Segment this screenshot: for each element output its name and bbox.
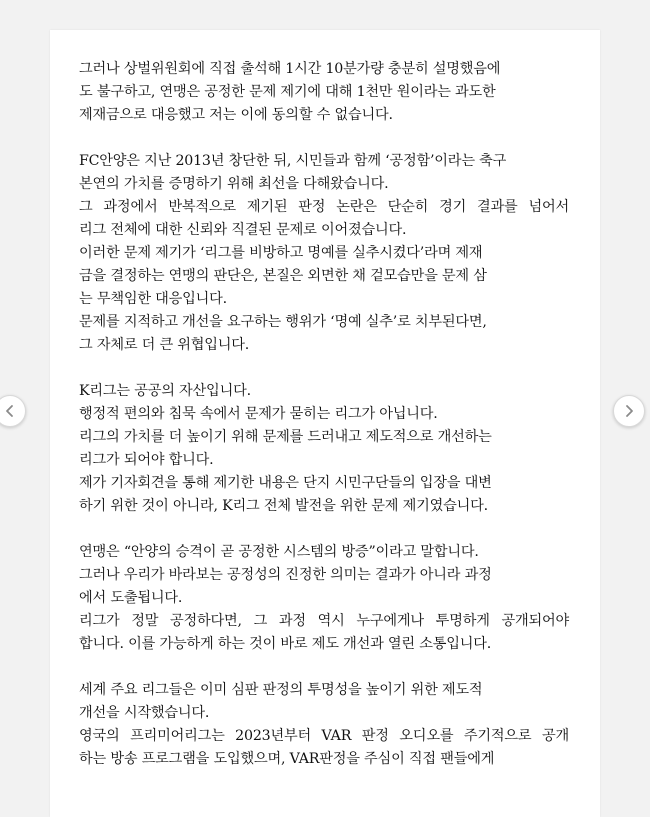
document-text (79, 58, 569, 794)
paragraph (79, 541, 569, 656)
text-line: 하는 방송 프로그램을 도입했으며, VAR판정을 주심이 직접 팬들에게 (79, 751, 495, 767)
text-line: 리그가 정말 공정하다면, 그 과정 역시 누구에게나 투명하게 공개되어야 (79, 613, 569, 629)
text-line: 합니다. 이를 가능하게 하는 것이 바로 제도 개선과 열린 소통입니다. (79, 636, 492, 652)
paragraph (79, 58, 569, 127)
next-page-button[interactable] (613, 395, 645, 427)
text-line: 그러나 우리가 바라보는 공정성의 진정한 의미는 결과가 아니라 과정 (79, 567, 492, 583)
text-line: 개선을 시작했습니다. (79, 705, 210, 721)
text-line: FC안양은 지난 2013년 창단한 뒤, 시민들과 함께 ‘공정함’이라는 축구 (79, 153, 507, 169)
text-line: 그 과정에서 반복적으로 제기된 판정 논란은 단순히 경기 결과를 넘어서 (79, 199, 569, 215)
text-line: 문제를 지적하고 개선을 요구하는 행위가 ‘명예 실추’로 치부된다면, (79, 314, 487, 330)
text-line: K리그는 공공의 자산입니다. (79, 383, 251, 399)
text-line: 행정적 편의와 침묵 속에서 문제가 묻히는 리그가 아닙니다. (79, 406, 438, 422)
text-line: 리그의 가치를 더 높이기 위해 문제를 드러내고 제도적으로 개선하는 (79, 429, 492, 445)
text-line: 도 불구하고, 연맹은 공정한 문제 제기에 대해 1천만 원이라는 과도한 (79, 84, 496, 100)
text-line: 영국의 프리미어리그는 2023년부터 VAR 판정 오디오를 주기적으로 공개 (79, 728, 569, 744)
text-line: 제가 기자회견을 통해 제기한 내용은 단지 시민구단들의 입장을 대변 (79, 475, 492, 491)
paragraph (79, 150, 569, 357)
text-line: 에서 도출됩니다. (79, 590, 183, 606)
chevron-left-icon (2, 403, 18, 419)
text-line: 금을 결정하는 연맹의 판단은, 본질은 외면한 채 겉모습만을 문제 삼 (79, 268, 487, 284)
text-line: 그 자체로 더 큰 위협입니다. (79, 337, 250, 353)
text-line: 리그가 되어야 합니다. (79, 452, 214, 468)
text-line: 제재금으로 대응했고 저는 이에 동의할 수 없습니다. (79, 107, 393, 123)
text-line: 세계 주요 리그들은 이미 심판 판정의 투명성을 높이기 위한 제도적 (79, 682, 483, 698)
text-line: 그러나 상벌위원회에 직접 출석해 1시간 10분가량 충분히 설명했음에 (79, 61, 501, 77)
text-line: 하기 위한 것이 아니라, K리그 전체 발전을 위한 문제 제기였습니다. (79, 498, 488, 514)
text-line: 리그 전체에 대한 신뢰와 직결된 문제로 이어졌습니다. (79, 222, 407, 238)
paragraph (79, 380, 569, 518)
chevron-right-icon (621, 403, 637, 419)
paragraph (79, 679, 569, 771)
text-line: 는 무책임한 대응입니다. (79, 291, 227, 307)
text-line: 본연의 가치를 증명하기 위해 최선을 다해왔습니다. (79, 176, 389, 192)
text-line: 이러한 문제 제기가 ‘리그를 비방하고 명예를 실추시켰다’라며 제재 (79, 245, 483, 261)
text-line: 연맹은 “안양의 승격이 곧 공정한 시스템의 방증”이라고 말합니다. (79, 544, 479, 560)
prev-page-button[interactable] (0, 395, 26, 427)
